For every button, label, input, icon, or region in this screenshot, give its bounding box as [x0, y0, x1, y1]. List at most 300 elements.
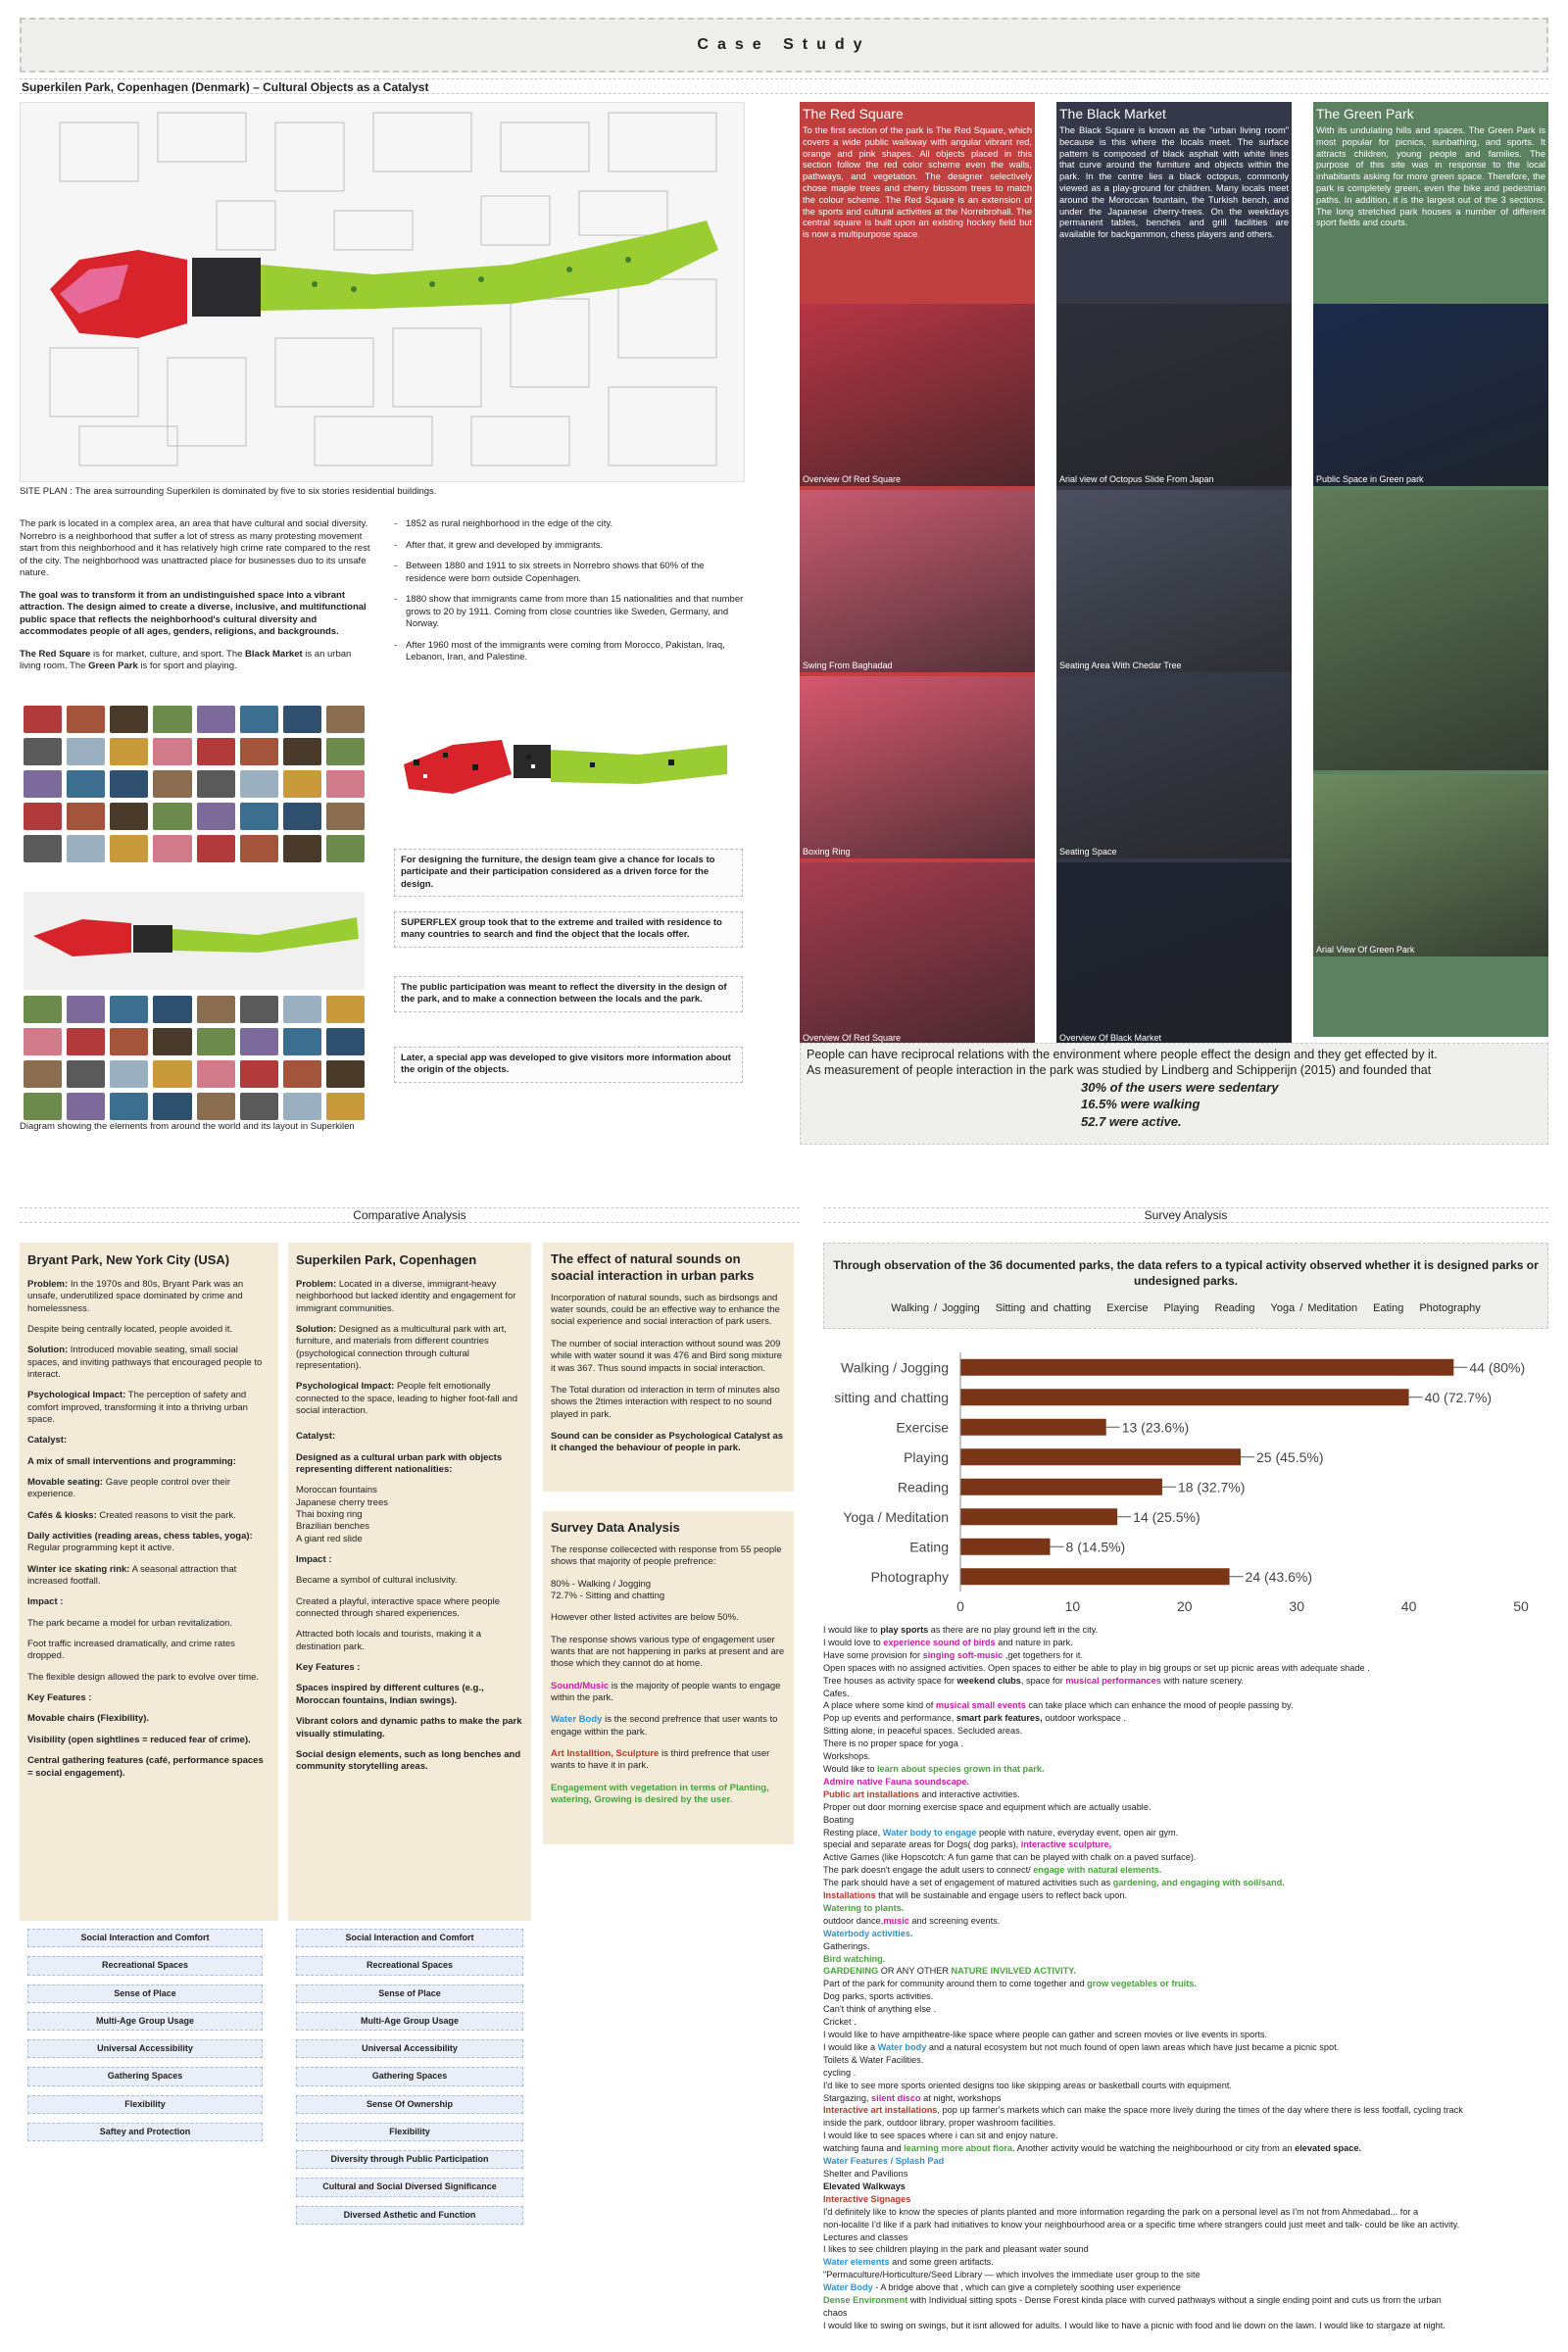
photo-caption: Seating Space	[1059, 847, 1117, 857]
response-text: and interactive activities.	[919, 1788, 1020, 1799]
survey-response	[823, 1877, 1548, 1889]
collage-photo	[24, 1028, 62, 1055]
data-label: 40 (72.7%)	[1424, 1389, 1493, 1405]
response-text: I would like to swing on swings, but it isnt allowed for adults. I would like to have a picnic with food and lie down on the lawn. I would like to stargaze at night.	[823, 2320, 1446, 2330]
bar	[960, 1359, 1453, 1376]
collage-photo	[326, 1093, 365, 1120]
collage-photo	[326, 1028, 365, 1055]
survey-response	[823, 1889, 1548, 1902]
collage-photo	[67, 706, 105, 733]
response-text: and nature in park.	[995, 1637, 1073, 1647]
response-text: outdoor workspace .	[1042, 1713, 1126, 1724]
data-label: 24 (43.6%)	[1245, 1568, 1313, 1585]
site-plan-caption: SITE PLAN : The area surrounding Superkilen is dominated by five to six stories residential buildings.	[20, 486, 437, 497]
collage-photo	[283, 1060, 321, 1088]
collage-photo	[110, 803, 148, 830]
superkilen-impact-3: Attracted both locals and tourists, making it a destination park.	[296, 1629, 482, 1652]
survey-response	[823, 2092, 1548, 2105]
superkilen-solution: Solution: Designed as a multicultural park with art, furniture, and materials from different countries (psychological connection through cultural representation).	[296, 1323, 507, 1371]
response-text: can take place which can enhance the mood of people passing by.	[1025, 1700, 1294, 1711]
response-text: Open spaces with no assigned activities. Open spaces to either be able to play in big groups or set up picnic areas with adequate shade .	[823, 1662, 1370, 1673]
collage-photo	[153, 770, 191, 798]
collage-photo	[110, 1028, 148, 1055]
photo-caption: Public Space in Green park	[1316, 474, 1424, 484]
response-text: and screening events.	[908, 1915, 1001, 1926]
response-text: Proper out door morning exercise space and equipment which are actually usable.	[823, 1801, 1152, 1812]
response-text: "Permaculture/Horticulture/Seed Library — which involves the immediate user group to the site	[823, 2270, 1200, 2280]
response-text: I would like to	[823, 1625, 881, 1635]
response-text: Dog parks, sports activities.	[823, 1991, 934, 2002]
collage-photo	[197, 770, 235, 798]
design-note-4: Later, a special app was developed to give visitors more information about the origin of the objects.	[394, 1047, 743, 1083]
design-note-1: For designing the furniture, the design team give a chance for locals to participate and their participation considered as a driven force for the design.	[394, 849, 743, 897]
response-keyword: elevated space.	[1295, 2143, 1362, 2154]
intro-text	[20, 518, 372, 683]
collage-photo	[240, 706, 278, 733]
collage-photo	[326, 770, 365, 798]
collage-photo	[240, 996, 278, 1023]
response-text: Pop up events and performance,	[823, 1713, 956, 1724]
design-note-2: SUPERFLEX group took that to the extreme and trailed with residence to many countries to search and find the object that the locals offer.	[394, 911, 743, 948]
survey-response	[823, 1928, 1548, 1940]
response-text: special and separate areas for Dogs( dog parks),	[823, 1839, 1021, 1850]
natural-sounds-p1: Incorporation of natural sounds, such as birdsongs and water sounds, could be an effective way to enhance the social experience and social interaction of park users.	[551, 1292, 780, 1328]
collage-photo	[283, 738, 321, 765]
criteria-tag: Social Interaction and Comfort	[296, 1929, 523, 1947]
response-text: Tree houses as activity space for	[823, 1675, 957, 1686]
survey-response	[823, 1814, 1548, 1827]
survey-response	[823, 2016, 1548, 2029]
response-text: I would like to have ampitheatre-like space where people can gather and screen movies or live events in sports.	[823, 2030, 1267, 2039]
response-text: I would love to	[823, 1637, 884, 1647]
red-square-panel	[800, 102, 1035, 1043]
survey-data-p1: The response collecected with response from 55 people shows that majority of people prefrence:	[551, 1544, 782, 1568]
bar	[960, 1448, 1241, 1465]
criteria-tag: Flexibility	[27, 2095, 263, 2114]
collage-photo	[283, 706, 321, 733]
history-item: - After that, it grew and developed by immigrants.	[394, 540, 745, 553]
case-study-title-bar	[20, 18, 1548, 73]
survey-intro-box	[823, 1243, 1548, 1329]
bryant-impact-1: The park became a model for urban revitalization.	[27, 1617, 233, 1629]
response-keyword: Admire native Fauna soundscape.	[823, 1776, 970, 1787]
collage-photo	[197, 1093, 235, 1120]
response-keyword: Water body to engage	[882, 1827, 977, 1838]
collage-photo	[326, 996, 365, 1023]
criteria-tag: Recreational Spaces	[296, 1956, 523, 1975]
criteria-tag: Multi-Age Group Usage	[27, 2012, 263, 2031]
criteria-tag: Social Interaction and Comfort	[27, 1929, 263, 1947]
stat-sedentary: 30% of the users were sedentary	[1081, 1079, 1279, 1095]
site-plan-image	[20, 102, 745, 482]
photo-caption: Overview Of Red Square	[803, 1033, 902, 1043]
response-text: Can't think of anything else .	[823, 2004, 937, 2015]
survey-data-vegetation: Engagement with vegetation in terms of Planting, watering, Growing is desired by the user.	[551, 1782, 769, 1806]
collage-photo	[197, 738, 235, 765]
response-keyword: silent disco	[871, 2092, 921, 2103]
response-keyword: weekend clubs	[956, 1675, 1021, 1686]
superkilen-key-features-label: Key Features :	[296, 1662, 361, 1674]
stat-active: 52.7 were active.	[1081, 1113, 1182, 1129]
collage-photo	[67, 738, 105, 765]
bar	[960, 1389, 1409, 1405]
collage-photo	[283, 1028, 321, 1055]
response-text: Part of the park for community around them to come together and	[823, 1979, 1088, 1989]
response-text: . Another activity would be watching the neighbourhood or city from an	[1012, 2143, 1296, 2154]
collage-photo	[197, 1060, 235, 1088]
bar	[960, 1568, 1230, 1585]
response-text: that will be sustainable and engage users to reflect back upon.	[875, 1890, 1128, 1901]
collage-photo	[153, 835, 191, 862]
response-text: I would like a	[823, 2041, 878, 2052]
collage-photo	[326, 706, 365, 733]
superkilen-objects	[296, 1485, 523, 1545]
collage-photo	[153, 706, 191, 733]
survey-intro-text: Through observation of the 36 documented parks, the data refers to a typical activity observed whether it is designed parks or undesigned parks.	[833, 1258, 1539, 1289]
collage-photo	[67, 835, 105, 862]
history-item: - Between 1880 and 1911 to six streets in Norrebro shows that 60% of the residence were born outside Copenhagen.	[394, 561, 745, 585]
response-keyword: Installations	[823, 1890, 876, 1901]
zone-photo	[1313, 490, 1548, 770]
survey-response	[823, 2256, 1548, 2269]
photo-caption: Overview Of Black Market	[1059, 1033, 1162, 1043]
superkilen-feature-2: Vibrant colors and dynamic paths to make the park visually stimulating.	[296, 1716, 522, 1740]
diagram-caption: Diagram showing the elements from around the world and its layout in Superkilen	[20, 1121, 355, 1132]
collage-photo	[24, 706, 62, 733]
survey-response	[823, 1712, 1548, 1725]
activity-label: Exercise	[1106, 1302, 1149, 1315]
history-list	[394, 518, 745, 673]
collage-photo	[240, 803, 278, 830]
collage-photo	[24, 1060, 62, 1088]
collage-photo	[153, 1028, 191, 1055]
survey-response	[823, 2269, 1548, 2281]
criteria-tag: Universal Accessibility	[296, 2039, 523, 2058]
collage-photo	[197, 996, 235, 1023]
collage-photo	[326, 835, 365, 862]
response-keyword: grow vegetables or fruits.	[1087, 1979, 1197, 1989]
natural-sounds-p2: The number of social interaction without sound was 209 while with water sound it was 476 and Bird song mixture it was 367. Thus sound impacts in social interaction.	[551, 1338, 783, 1374]
survey-response	[823, 2080, 1548, 2092]
criteria-tag: Recreational Spaces	[27, 1956, 263, 1975]
response-text: and some green artifacts.	[889, 2257, 994, 2268]
intro-goal: The goal was to transform it from an undistinguished space into a vibrant attraction. The design aimed to create a diverse, inclusive, and multifunctional public space that reflects the neighborhood's cultural diversity and accommodates people of all ages, genders, religions, and backgrounds.	[20, 589, 367, 638]
response-keyword: engage with natural elements.	[1033, 1865, 1162, 1876]
photo-caption: Overview Of Red Square	[803, 474, 902, 484]
collage-photo	[24, 803, 62, 830]
bryant-winter: Winter ice skating rink: A seasonal attraction that increased footfall.	[27, 1563, 237, 1588]
activity-label: Playing	[1163, 1302, 1200, 1315]
response-text: watching fauna and	[823, 2143, 905, 2154]
collage-photo	[67, 803, 105, 830]
collage-photo	[197, 835, 235, 862]
survey-responses	[823, 1624, 1548, 2332]
response-keyword: gardening, and engaging with soil/sand.	[1112, 1878, 1285, 1888]
history-item: - 1852 as rural neighborhood in the edge of the city.	[394, 518, 745, 531]
superkilen-title: Superkilen Park, Copenhagen	[296, 1252, 477, 1267]
y-tick-label: sitting and chatting	[834, 1389, 949, 1405]
bryant-key-features-label: Key Features :	[27, 1692, 92, 1704]
survey-response	[823, 2206, 1548, 2219]
collage-photo	[326, 803, 365, 830]
natural-sounds-p4: Sound can be consider as Psychological Catalyst as it changed the behaviour of people in park.	[551, 1430, 784, 1454]
object-item: Thai boxing ring	[296, 1509, 363, 1521]
bryant-impact-label: Impact :	[27, 1596, 64, 1608]
survey-response	[823, 1699, 1548, 1712]
y-tick-label: Eating	[909, 1539, 949, 1555]
layout-diagram	[24, 892, 365, 990]
collage-photo	[283, 1093, 321, 1120]
zone-photo	[1313, 304, 1548, 486]
survey-response	[823, 2243, 1548, 2256]
response-text: Would like to	[823, 1763, 877, 1774]
photo-caption: Boxing Ring	[803, 847, 851, 857]
response-text: inside the park, outdoor library, proper washroom facilities.	[823, 2118, 1056, 2129]
response-text: I would like to see spaces where i can sit and enjoy nature.	[823, 2131, 1058, 2141]
criteria-tag: Diversity through Public Participation	[296, 2150, 523, 2169]
survey-response	[823, 2193, 1548, 2206]
survey-data-p4: The response shows various type of engagement user wants that are not happening in parks at present and are those which they cannot do at home.	[551, 1634, 785, 1670]
survey-response	[823, 2307, 1548, 2320]
collage-photo	[153, 1060, 191, 1088]
x-tick-label: 30	[1289, 1598, 1304, 1614]
object-item: Moroccan fountains	[296, 1485, 377, 1496]
collage-photo	[67, 1060, 105, 1088]
bryant-seating: Movable seating: Gave people control over their experience.	[27, 1477, 230, 1500]
object-item: Brazilian benches	[296, 1521, 369, 1533]
collage-photo	[197, 706, 235, 733]
survey-response	[823, 2281, 1548, 2294]
bryant-daily: Daily activities (reading areas, chess tables, yoga): Regular programming kept it active.	[27, 1531, 253, 1554]
bryant-feature-2: Visibility (open sightlines = reduced fear of crime).	[27, 1734, 251, 1745]
bryant-impact-3: The flexible design allowed the park to evolve over time.	[27, 1671, 260, 1683]
response-text: Gatherings.	[823, 1940, 870, 1951]
objects-layout-image	[394, 706, 743, 833]
photo-caption: Arial view of Octopus Slide From Japan	[1059, 474, 1214, 484]
response-text: Stargazing,	[823, 2092, 872, 2103]
criteria-tag: Sense of Place	[27, 1984, 263, 2003]
zone-description: The Black Square is known as the "urban living room" because is this where the locals meet. The surface pattern is composed of black asphalt with white lines that curve around the furniture and objects within the park. In the centre lies a black octopus, commonly viewed as a play-ground for children. Many locals meet around the Moroccan fountain, the Turkish bench, and under the Japanese cherry-trees. On the weekdays permanent tables, benches and grill facilities are available for backgammon, chess players and others.	[1059, 125, 1289, 240]
response-keyword: Interactive art installations	[823, 2105, 938, 2116]
response-text: chaos	[823, 2307, 848, 2318]
survey-response	[823, 2142, 1548, 2155]
response-text: Cricket .	[823, 2017, 857, 2028]
survey-data-analysis-box	[543, 1511, 794, 1844]
survey-response	[823, 2054, 1548, 2067]
survey-response	[823, 1838, 1548, 1851]
y-tick-label: Reading	[897, 1479, 949, 1495]
response-keyword: Dense Environment	[823, 2295, 908, 2306]
zone-description: To the first section of the park is The Red Square, which covers a wide public walkway with angular vibrant red, orange and pink shapes. All objects placed in this section follow the red color scheme even the walls, pathways, and vegetation. The designer selectively chose maple trees and cherry blossom trees to match the colour scheme. The Red Square is an extension of the sports and cultural activities at the Norrebrohall. The central square is built upon an existing hockey field but is now a multipurpose space.	[803, 125, 1032, 240]
response-text: - A bridge above that , which can give a completely soothing user experience	[872, 2282, 1181, 2293]
response-keyword: Elevated Walkways	[823, 2180, 906, 2191]
natural-sounds-box	[543, 1243, 794, 1492]
response-text: Resting place,	[823, 1827, 883, 1838]
survey-response	[823, 2130, 1548, 2142]
bar	[960, 1479, 1162, 1495]
response-text: Workshops.	[823, 1751, 871, 1762]
response-text: The park doesn't engage the adult users to connect/	[823, 1865, 1034, 1876]
collage-photo	[197, 1028, 235, 1055]
survey-response	[823, 2320, 1548, 2332]
survey-response	[823, 2168, 1548, 2180]
survey-response	[823, 2117, 1548, 2130]
superkilen-card	[288, 1243, 531, 1921]
survey-response	[823, 1864, 1548, 1877]
response-text: I'd like to see more sports oriented designs too like skipping areas or basketball courts with equipment.	[823, 2080, 1232, 2090]
bryant-mix: A mix of small interventions and programming:	[27, 1455, 236, 1467]
bryant-problem: Problem: In the 1970s and 80s, Bryant Park was an unsafe, underutilized space dominated by crime and homelessness.	[27, 1278, 244, 1314]
superkilen-problem: Problem: Located in a diverse, immigrant-heavy neighborhood but lacked identity and engagement for immigrant communities.	[296, 1278, 516, 1314]
survey-response	[823, 1624, 1548, 1637]
data-label: 44 (80%)	[1469, 1359, 1526, 1376]
collage-photo	[153, 803, 191, 830]
collage-photo	[240, 835, 278, 862]
response-keyword: Watering to plants.	[823, 1902, 905, 1913]
response-text: ,get togethers for it.	[1003, 1649, 1084, 1660]
response-text: at night, workshops	[920, 2092, 1002, 2103]
survey-response	[823, 1801, 1548, 1814]
zone-title: The Red Square	[803, 106, 904, 122]
page-subtitle: Superkilen Park, Copenhagen (Denmark) – Cultural Objects as a Catalyst	[20, 78, 1548, 94]
response-text: A place where some kind of	[823, 1700, 936, 1711]
photo-caption: Arial View Of Green Park	[1316, 945, 1415, 955]
activity-label: Sitting and chatting	[995, 1302, 1092, 1315]
superkilen-designed: Designed as a cultural urban park with objects representing different nationalities:	[296, 1451, 503, 1476]
collage-photo	[240, 738, 278, 765]
survey-data-art: Art Installtion, Sculpture is third prefrence that user wants to have it in park.	[551, 1748, 770, 1772]
x-tick-label: 10	[1064, 1598, 1081, 1614]
design-note-3: The public participation was meant to reflect the diversity in the design of the park, and to make a connection between the locals and the park.	[394, 976, 743, 1012]
survey-response	[823, 2155, 1548, 2168]
response-text: non-localite I'd like if a park had initiatives to know your neighbourhood area or a specific time where strangers could just meet and talk- could be like an activity.	[823, 2219, 1460, 2230]
bar	[960, 1419, 1106, 1436]
data-label: 14 (25.5%)	[1133, 1508, 1200, 1525]
response-keyword: singing soft-music	[922, 1649, 1004, 1660]
y-tick-label: Yoga / Meditation	[843, 1508, 949, 1525]
criteria-tag: Multi-Age Group Usage	[296, 2012, 523, 2031]
survey-response	[823, 1649, 1548, 1662]
superkilen-impact-label: Impact :	[296, 1554, 332, 1566]
object-item: A giant red slide	[296, 1533, 363, 1544]
x-tick-label: 50	[1513, 1598, 1529, 1614]
collage-photo	[24, 770, 62, 798]
object-item: Japanese cherry trees	[296, 1496, 388, 1508]
survey-response	[823, 2294, 1548, 2307]
response-text: Cafes.	[823, 1688, 850, 1698]
response-text: , pop up farmer's markets which can make the space more lively during the times of the day where there is less footfall, cycling track	[937, 2105, 1463, 2116]
response-keyword: GARDENING	[823, 1966, 879, 1977]
activity-label: Yoga / Meditation	[1270, 1302, 1358, 1315]
data-label: 18 (32.7%)	[1177, 1479, 1246, 1495]
zone-photo	[1056, 676, 1292, 858]
response-text: There is no proper space for yoga .	[823, 1739, 963, 1749]
zone-description: With its undulating hills and spaces. The Green Park is most popular for picnics, sunbathing, and sports. It attracts children, young people and families. The purpose of this site was in response to the local inhabitants asking for more green space. Therefore, the park is completely green, even the bike and pedestrian paths. In addition, it is the largest out of the 3 sections. The long stretched park houses a number of different sport fields and courts.	[1316, 125, 1545, 228]
superkilen-catalyst: Catalyst:	[296, 1431, 336, 1443]
collage-photo	[283, 803, 321, 830]
comparative-analysis-heading: Comparative Analysis	[20, 1207, 800, 1223]
criteria-tag: Cultural and Social Diversed Significance	[296, 2178, 523, 2196]
response-text: Active Games (like Hopscotch: A fun game that can be played with chalk on a paved surface).	[823, 1852, 1197, 1863]
survey-data-sound: Sound/Music is the majority of people wants to engage within the park.	[551, 1680, 781, 1703]
response-text: Shelter and Pavilions	[823, 2168, 908, 2179]
bryant-impact-2: Foot traffic increased dramatically, and crime rates dropped.	[27, 1639, 235, 1662]
response-keyword: Water Body	[823, 2282, 873, 2293]
activity-bar-chart	[823, 1337, 1548, 1619]
y-tick-label: Photography	[870, 1568, 949, 1585]
collage-photo	[240, 1028, 278, 1055]
activity-label: Reading	[1214, 1302, 1255, 1315]
superkilen-impact-1: Became a symbol of cultural inclusivity.	[296, 1575, 458, 1587]
response-text: I likes to see children playing in the park and pleasant water sound	[823, 2244, 1089, 2255]
response-keyword: smart park features,	[956, 1713, 1043, 1724]
survey-response	[823, 1637, 1548, 1649]
bryant-feature-3: Central gathering features (café, performance spaces = social engagement).	[27, 1755, 264, 1779]
bryant-feature-1: Movable chairs (Flexibility).	[27, 1713, 150, 1725]
zone-photo	[1056, 490, 1292, 672]
survey-data-title: Survey Data Analysis	[551, 1520, 680, 1535]
data-label: 25 (45.5%)	[1256, 1448, 1324, 1465]
response-text: Sitting alone, in peaceful spaces. Secluded areas.	[823, 1726, 1023, 1737]
y-tick-label: Playing	[904, 1448, 949, 1465]
response-keyword: interactive sculpture,	[1020, 1839, 1112, 1850]
survey-response	[823, 1978, 1548, 1990]
collage-photo	[240, 1093, 278, 1120]
response-text: as there are no play ground left in the city.	[928, 1625, 1099, 1635]
response-text: I'd definitely like to know the species of plants planted and more information regarding the park on a personal level as I'm not from Ahmedabad... for a	[823, 2206, 1419, 2217]
response-text: cycling .	[823, 2067, 857, 2078]
survey-response	[823, 1750, 1548, 1763]
zone-photo	[800, 490, 1035, 672]
x-tick-label: 40	[1400, 1598, 1417, 1614]
activity-label: Photography	[1419, 1302, 1481, 1315]
zone-photo	[800, 304, 1035, 486]
bryant-title: Bryant Park, New York City (USA)	[27, 1252, 230, 1267]
survey-response	[823, 1851, 1548, 1864]
response-keyword: Water body	[877, 2041, 927, 2052]
superkilen-tags	[296, 1929, 523, 2233]
response-keyword: music	[883, 1915, 909, 1926]
collage-photo	[67, 1093, 105, 1120]
survey-response	[823, 1763, 1548, 1776]
collage-photo	[67, 770, 105, 798]
collage-photo	[67, 1028, 105, 1055]
green-park-panel	[1313, 102, 1548, 1037]
superkilen-psych: Psychological Impact: People felt emotionally connected to the space, leading to higher foot-fall and social interaction.	[296, 1381, 518, 1416]
bryant-catalyst: Catalyst:	[27, 1435, 68, 1446]
reciprocal-line-2: As measurement of people interaction in the park was studied by Lindberg and Schipperijn (2015) and founded that	[807, 1063, 1432, 1078]
zone-photo	[1313, 774, 1548, 956]
superkilen-feature-1: Spaces inspired by different cultures (e.g., Moroccan fountains, Indian swings).	[296, 1683, 484, 1706]
response-keyword: Water elements	[823, 2257, 890, 2268]
natural-sounds-title: The effect of natural sounds on soacial interaction in urban parks	[551, 1251, 755, 1283]
survey-response	[823, 2219, 1548, 2231]
survey-response	[823, 1662, 1548, 1675]
survey-response	[823, 1953, 1548, 1966]
response-keyword: learn about species grown in that park.	[876, 1763, 1045, 1774]
survey-response	[823, 2029, 1548, 2041]
survey-data-p3: However other listed activites are below 50%.	[551, 1612, 739, 1624]
stat-walking: 16.5% were walking	[1081, 1097, 1200, 1112]
response-text: Lectures and classes	[823, 2231, 908, 2242]
natural-sounds-p3: The Total duration od interaction in term of minutes also shows the 2times interaction with respect to no sound played in park.	[551, 1384, 780, 1420]
zone-photo	[1056, 304, 1292, 486]
collage-photo	[110, 835, 148, 862]
site-plan-drawing	[21, 103, 745, 482]
survey-response	[823, 2231, 1548, 2244]
survey-analysis-heading: Survey Analysis	[823, 1207, 1548, 1223]
bryant-avoided: Despite being centrally located, people avoided it.	[27, 1323, 233, 1335]
